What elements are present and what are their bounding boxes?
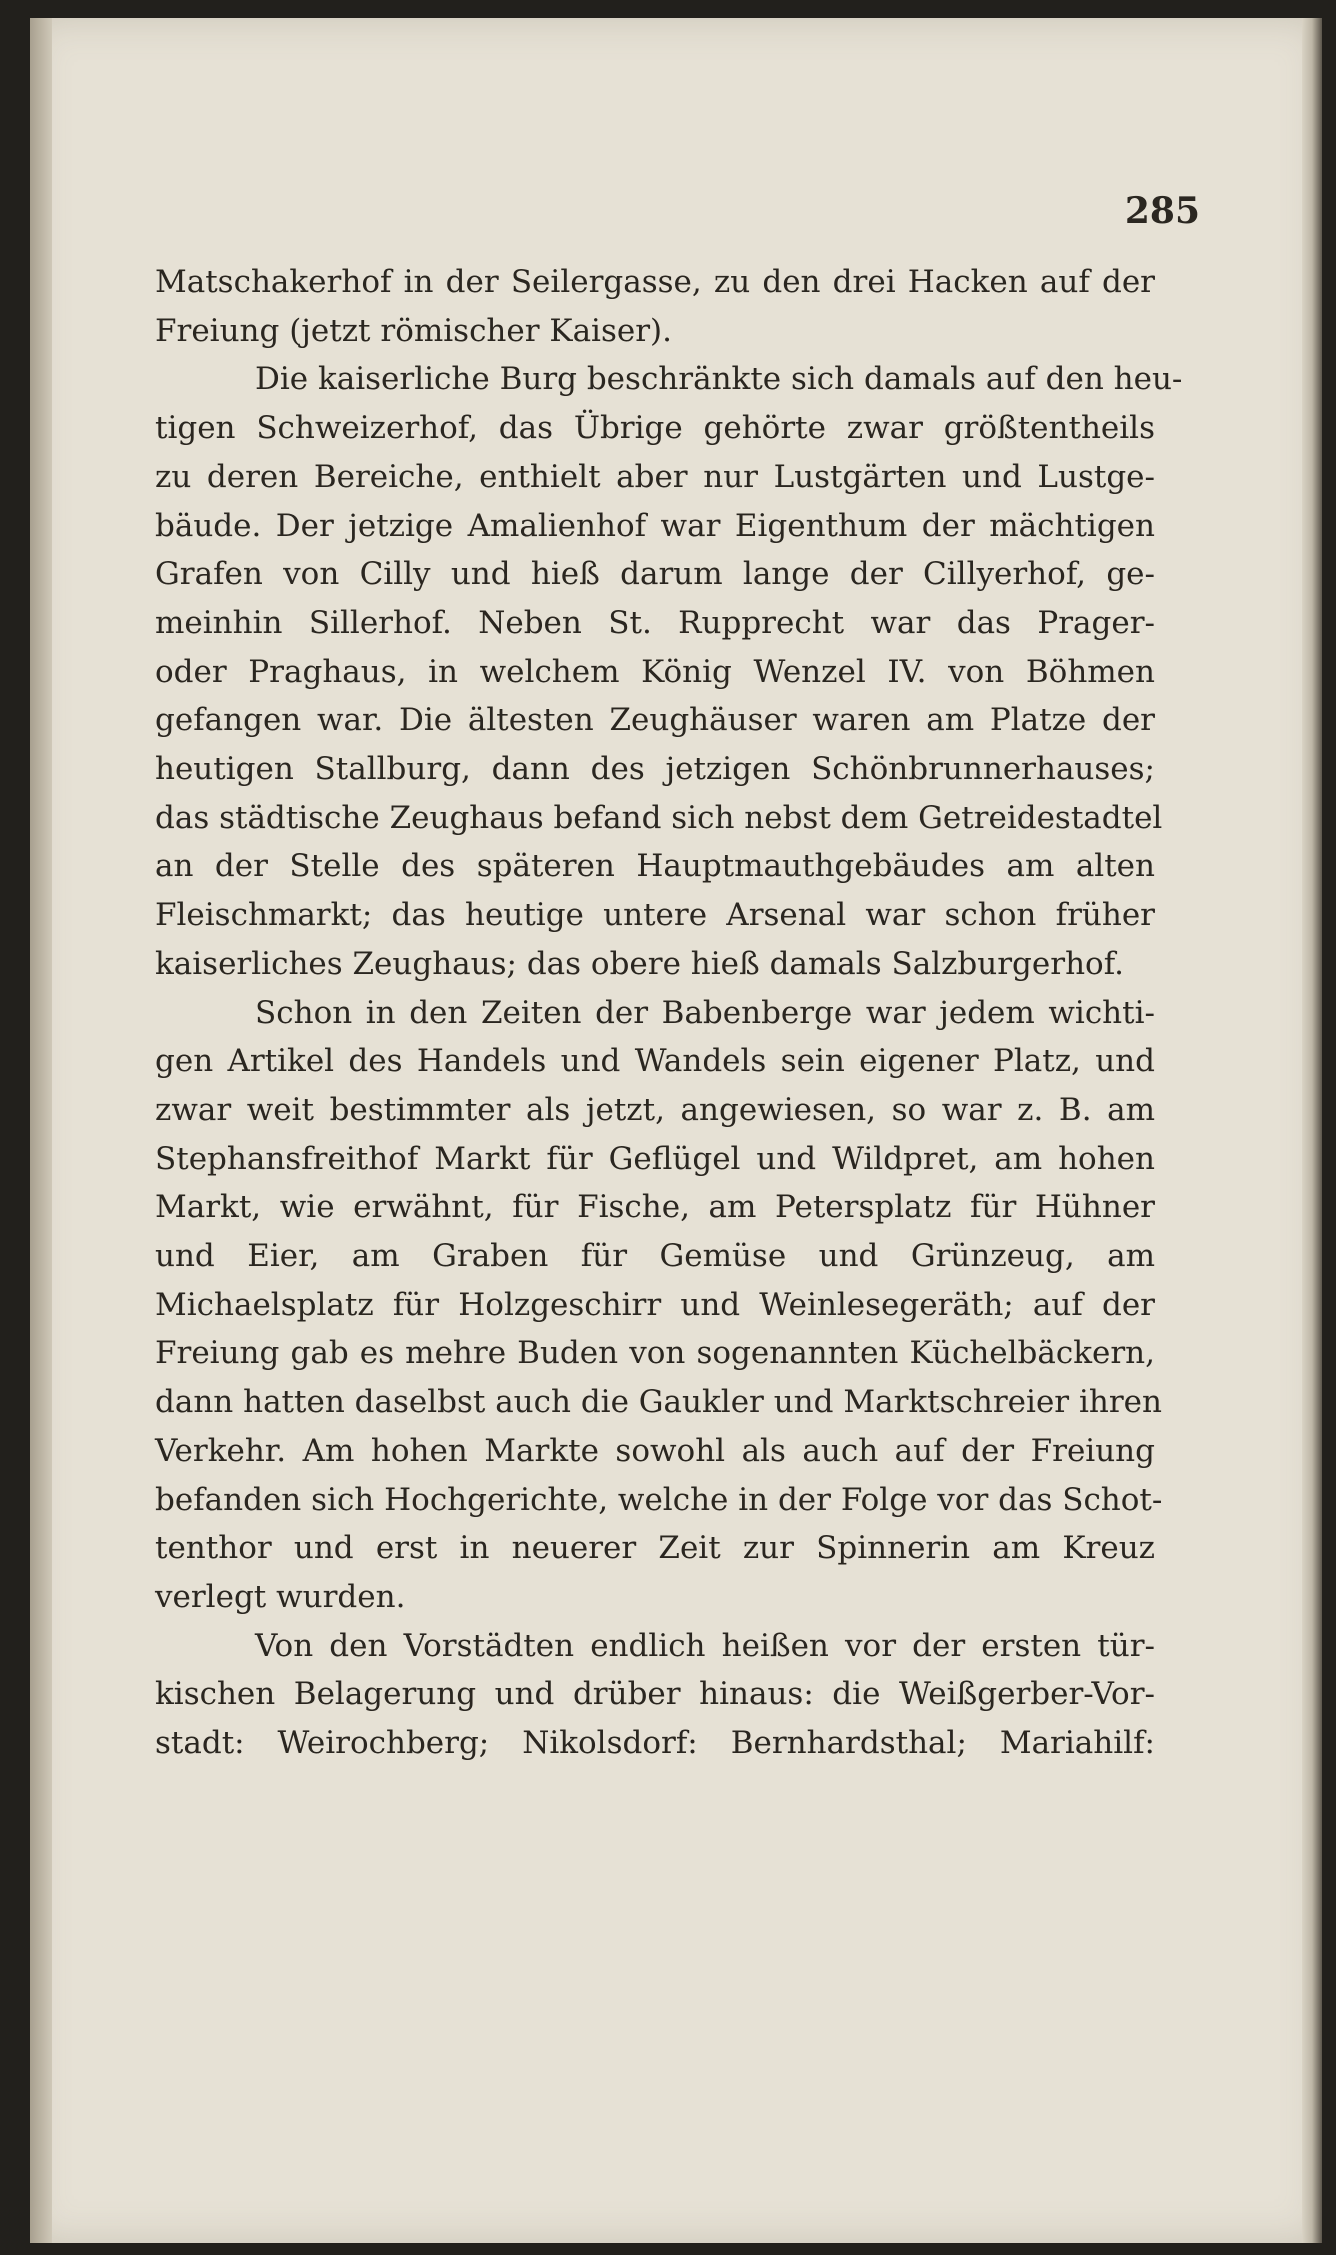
text-line: bäude. Der jetzige Amalienhof war Eigenthum der mächtigen	[155, 507, 1155, 544]
text-line: heutigen Stallburg, dann des jetzigen Schönbrunnerhauses;	[155, 751, 1155, 788]
text-line: befanden sich Hochgerichte, welche in der Folge vor das Schot-	[155, 1481, 1163, 1518]
text-line: Matschakerhof in der Seilergasse, zu den drei Hacken auf der	[155, 264, 1155, 300]
text-line: Grafen von Cilly und hieß darum lange der Cillyerhof, ge-	[155, 556, 1155, 593]
body-text	[155, 258, 1183, 1768]
text-line: kischen Belagerung und drüber hinaus: die Weißgerber-Vor-	[155, 1676, 1155, 1713]
text-line: Freiung gab es mehre Buden von sogenannten Küchelbäckern,	[155, 1335, 1155, 1372]
page-fore-edge	[1302, 18, 1322, 2243]
text-line: Stephansfreithof Markt für Geflügel und Wildpret, am hohen	[155, 1140, 1155, 1177]
text-line: oder Praghaus, in welchem König Wenzel IV. von Böhmen	[155, 653, 1155, 690]
text-line: Von den Vorstädten endlich heißen vor der ersten tür-	[255, 1627, 1155, 1664]
page-gutter	[30, 18, 52, 2243]
text-line: kaiserliches Zeughaus; das obere hieß damals Salzburgerhof.	[155, 945, 1124, 982]
text-line: an der Stelle des späteren Hauptmauthgebäudes am alten	[155, 848, 1155, 885]
text-line: stadt: Weirochberg; Nikolsdorf: Bernhardsthal; Mariahilf:	[155, 1725, 1155, 1762]
text-line: zwar weit bestimmter als jetzt, angewiesen, so war z. B. am	[155, 1091, 1155, 1128]
text-line: zu deren Bereiche, enthielt aber nur Lustgärten und Lustge-	[155, 458, 1155, 495]
text-line: Schon in den Zeiten der Babenberge war jedem wichti-	[255, 994, 1155, 1031]
text-line: das städtische Zeughaus befand sich nebst dem Getreidestadtel	[155, 799, 1163, 836]
text-line: Verkehr. Am hohen Markte sowohl als auch auf der Freiung	[155, 1432, 1155, 1469]
text-line: tenthor und erst in neuerer Zeit zur Spinnerin am Kreuz	[155, 1530, 1155, 1567]
text-line: dann hatten daselbst auch die Gaukler und Marktschreier ihren	[155, 1384, 1162, 1421]
text-line: tigen Schweizerhof, das Übrige gehörte zwar größtentheils	[155, 410, 1155, 447]
text-line: und Eier, am Graben für Gemüse und Grünzeug, am	[155, 1238, 1155, 1275]
paper-page	[30, 18, 1322, 2243]
text-line: Fleischmarkt; das heutige untere Arsenal war schon früher	[155, 897, 1155, 934]
text-line: Freiung (jetzt römischer Kaiser).	[155, 312, 672, 349]
text-line: meinhin Sillerhof. Neben St. Rupprecht war das Prager-	[155, 604, 1155, 641]
text-line: gefangen war. Die ältesten Zeughäuser waren am Platze der	[155, 702, 1155, 739]
text-line: verlegt wurden.	[155, 1578, 406, 1615]
text-line: Michaelsplatz für Holzgeschirr und Weinlesegeräth; auf der	[155, 1286, 1155, 1323]
text-line: Markt, wie erwähnt, für Fische, am Petersplatz für Hühner	[155, 1189, 1155, 1226]
text-line: Die kaiserliche Burg beschränkte sich damals auf den heu-	[255, 361, 1183, 398]
page-number: 285	[1124, 190, 1200, 232]
text-line: gen Artikel des Handels und Wandels sein eigener Platz, und	[155, 1043, 1155, 1080]
